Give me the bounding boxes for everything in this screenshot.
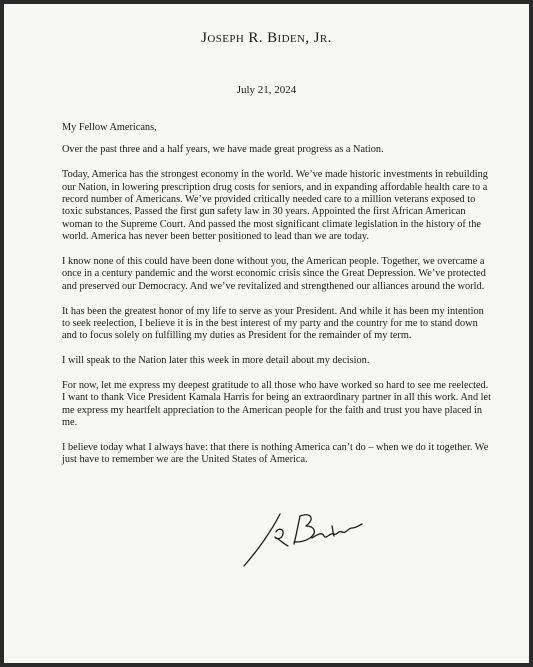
letterhead-name: Joseph R. Biden, Jr. — [201, 30, 332, 46]
paragraph-2: Today, America has the strongest economy in the world. We’ve made historic investments in rebuilding our Nation, in lowering prescription drug costs for seniors, and in expanding affordable health care to a record number of Americans. We’ve provided critically needed care to a million veterans exposed to toxic substances. Passed the first gun safety law in 30 years. Appointed the first African American woman to the Supreme Court. And passed the most significant climate legislation in the history of the world. America has never been better positioned to lead than we are today. — [62, 169, 488, 243]
paragraph-7: I believe today what I always have: that there is nothing America can’t do – when we do it together. We just have to remember we are the United States of America. — [62, 442, 489, 466]
paragraph-3: I know none of this could have been done without you, the American people. Together, we overcame a once in a century pandemic and the worst economic crisis since the Great Depression. We’ve protected and preserved our Democracy. And we’ve revitalized and strengthened our alliances around the world. — [62, 256, 486, 292]
letter-date: July 21, 2024 — [236, 84, 297, 96]
paragraph-4: It has been the greatest honor of my life to serve as your President. And while it has been my intention to seek reelection, I believe it is in the best interest of my party and the country for me to stand down and to focus solely on fulfilling my duties as President for the remainder of my term. — [62, 305, 484, 342]
salutation: My Fellow Americans, — [62, 122, 157, 133]
handwritten-signature — [236, 504, 396, 576]
paragraph-5: I will speak to the Nation later this week in more detail about my decision. — [62, 355, 370, 367]
paragraph-6: For now, let me express my deepest gratitude to all those who have worked so hard to see me reelected. I want to thank Vice President Kamala Harris for being an extraordinary partner in all this work. And let me express my heartfelt appreciation to the American people for the faith and trust you have placed in me. — [62, 380, 491, 429]
letter-body — [62, 122, 492, 479]
letter-page — [4, 4, 529, 663]
paragraph-1: Over the past three and a half years, we have made great progress as a Nation. — [62, 144, 384, 156]
